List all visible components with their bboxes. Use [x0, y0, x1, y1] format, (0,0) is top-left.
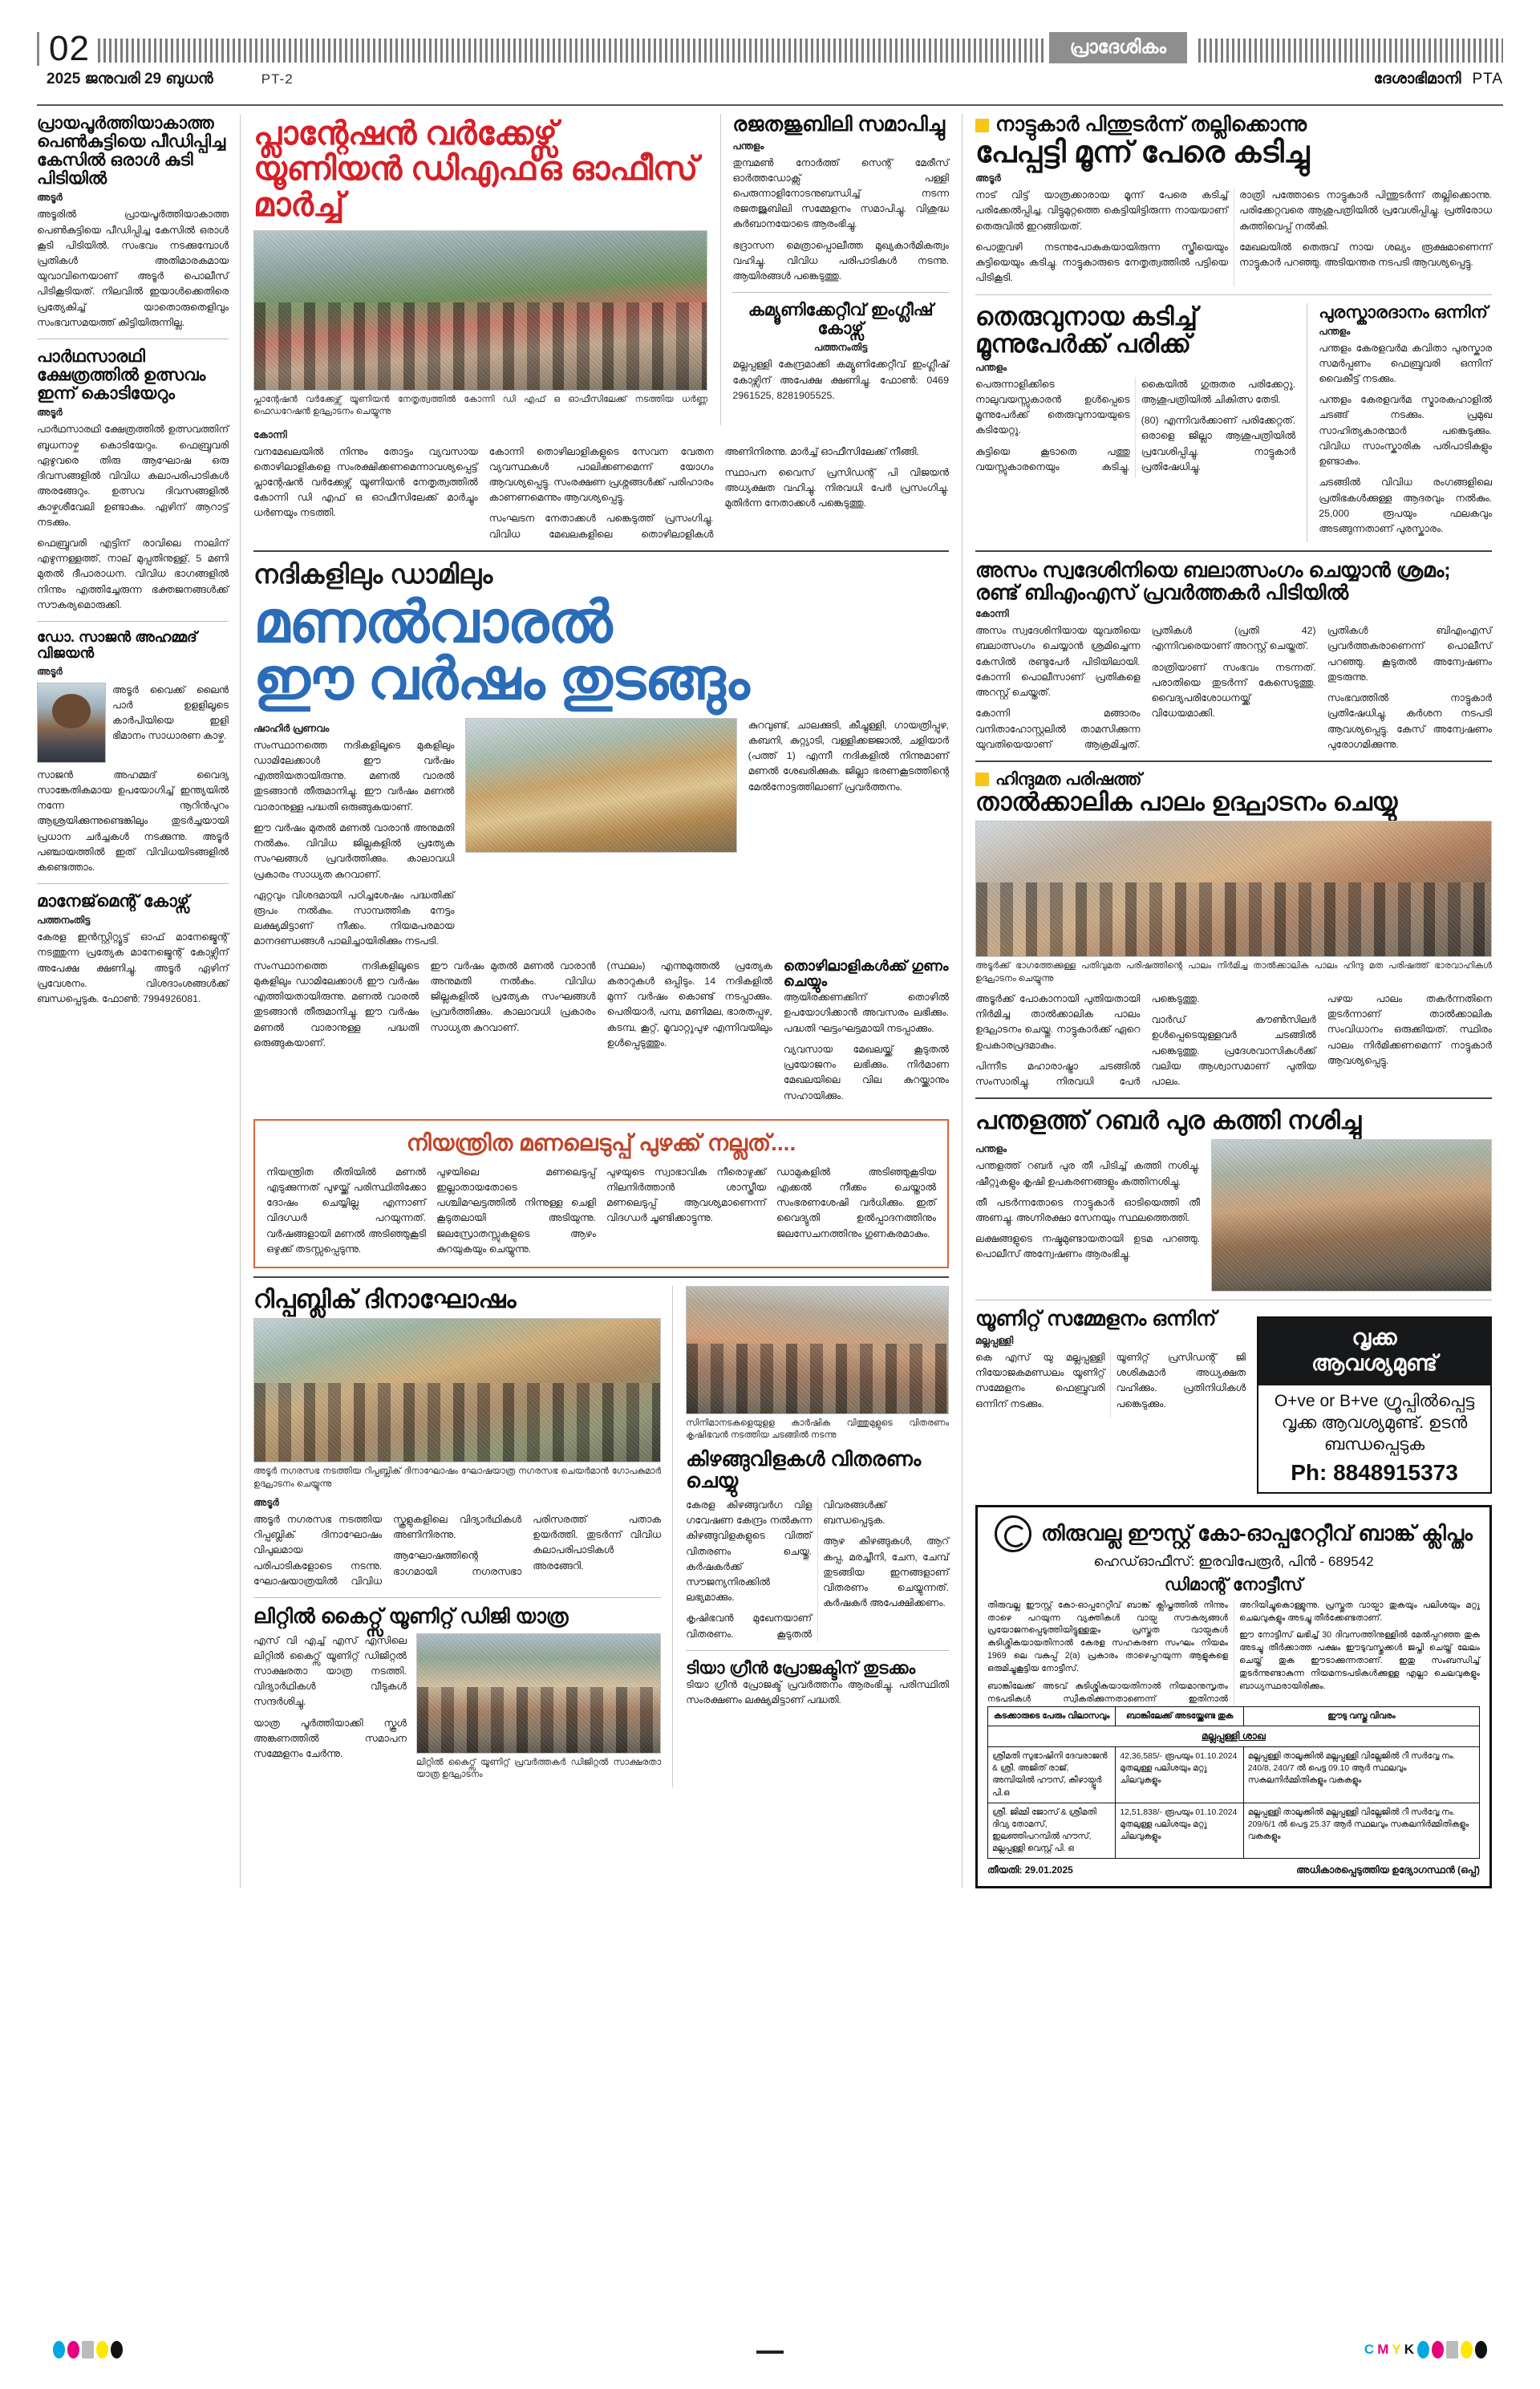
- cmyk-letter-c: C: [1364, 2342, 1375, 2357]
- paragraph: വ്യവസായ മേഖലയ്ക്ക് കൂടുതൽ പ്രയോജനം ലഭിക്കും. നിർമാണ മേഖലയിലെ വില കുറയ്ക്കാനും സഹായിക്കും.: [783, 1043, 949, 1101]
- kicker-text: നാട്ടുകാർ പിന്തുടർന്ന് തല്ലിക്കൊന്നു: [995, 113, 1307, 136]
- boxed-title: നിയന്ത്രിത മണലെടുപ്പ് പുഴക്ക് നല്ലത്....: [406, 1130, 796, 1155]
- divider: [253, 550, 949, 552]
- tuber-photo: [686, 1286, 949, 1414]
- article-author-column: [37, 630, 229, 875]
- table-row: [988, 1747, 1480, 1803]
- yellow-dot-icon: [96, 2341, 108, 2359]
- page-footer: [0, 2341, 1540, 2368]
- article-temple-festival: [37, 347, 229, 613]
- dateline: പത്തനംതിട്ട: [814, 342, 868, 354]
- paragraph: കൃഷിഭവൻ മുഖേനയാണ് വിതരണം. കൂടുതൽ വിവരങ്ങൾക്ക് ബന്ധപ്പെടുക.: [686, 1499, 887, 1640]
- debtor-security: മല്ലപ്പള്ളി താലൂക്കിൽ മല്ലപ്പള്ളി വില്ലേജിൽ റീ സർവ്വേ നം. 240/8, 240/7 ൽ പെട്ട 09.10 ആർ സ്ഥലവും സകലനിർമ്മിതികളും വകകളും: [1243, 1747, 1479, 1803]
- feature-headline-2: ഈ വർഷം തുടങ്ങും: [253, 647, 749, 712]
- paragraph: കോന്നി തൊഴിലാളികളുടെ സേവന വേതന വ്യവസ്ഥകൾ പാലിക്കണമെന്ന് യോഗം ആവശ്യപ്പെട്ടു. സംരക്ഷണ പ്രശ്നങ്ങൾക്ക് പരിഹാരം കാണണമെന്നും ആവശ്യപ്പെട്ടു.: [488, 445, 714, 504]
- paragraph: അസം സ്വദേശിനിയായ യുവതിയെ ബലാത്സംഗം ചെയ്യാൻ ശ്രമിച്ചെന്ന കേസിൽ രണ്ടുപേർ പിടിയിലായി. കോന്നി പൊലീസാണ് പ്രതികളെ അറസ്റ്റ് ചെയ്തത്.: [975, 625, 1141, 699]
- magenta-dot-icon: [67, 2341, 79, 2359]
- dateline: കോന്നി: [253, 428, 287, 440]
- yellow-square-icon: [975, 119, 989, 132]
- paragraph: (80) എന്നിവർക്കാണ് പരിക്കേറ്റത്. ഒരാളെ ജില്ലാ ആശുപത്രിയിൽ പ്രവേശിപ്പിച്ചു. നാട്ടുകാർ പ്രതിഷേധിച്ചു.: [1141, 415, 1296, 473]
- paragraph: അടൂരിൽ പ്രായപൂർത്തിയാകാത്ത പെൺകുട്ടിയെ പീഡിപ്പിച്ച കേസിൽ ഒരാൾ കൂടി പിടിയിൽ. സംഭവം നടക്കുമ്പോൾ പ്രതികൾ അതിമാരകമായ യുവാവിനെയാണ് അടൂർ പൊലീസ് പിടികൂടിയത്. നിലവിൽ ഇയാൾക്കെതിരെ പ്രത്യേകിച്ച് യാതൊരുതെളിവും സംഭവസമയത്ത് കിട്ടിയിരുന്നില്ല.: [37, 209, 229, 328]
- paragraph: ഈ നോട്ടീസ് ലഭിച്ച് 30 ദിവസത്തിനുള്ളിൽ മേൽപ്പറഞ്ഞ തുക അടച്ചു തീർക്കാത്ത പക്ഷം ഈടുവസ്തുക്കൾ ജപ്തി ചെയ്ത് ലേലം ചെയ്ത് തുക ഈടാക്കുന്നതാണ്. ഇതു സംബന്ധിച്ച് തുടർന്നുണ്ടാകുന്ന നിയമനടപടികൾക്കുള്ള എല്ലാ ചെലവുകളും ബാധ്യസ്ഥരായിരിക്കും.: [1239, 1630, 1480, 1692]
- paragraph: പ്രതികൾ ബിഎംഎസ് പ്രവർത്തകരാണെന്ന് പൊലീസ് പറഞ്ഞു. കൂടുതൽ അന്വേഷണം തുടരുന്നു.: [1327, 625, 1492, 683]
- dateline: അടൂർ: [975, 172, 1001, 185]
- paragraph: ബാങ്കിലേക്ക് അടവ് കുടിശ്ശികയായതിനാൽ നിയമാനുസൃതം നടപടികൾ സ്വീകരിക്കുന്നതാണെന്ന് ഇതിനാൽ അറിയിച്ചുകൊള്ളുന്നു. പ്രസ്തുത വായ്പാ തുകയും പലിശയും മറ്റു ചെലവുകളും അടച്ചു തീർക്കേണ്ടതാണ്.: [987, 1600, 1480, 1704]
- ad-body: O+ve or B+ve ഗ്രൂപ്പിൽപ്പെട്ട വൃക്ക ആവശ്യമുണ്ട്. ഉടൻ ബന്ധപ്പെടുക: [1274, 1392, 1475, 1454]
- masthead-barcode-rule-right: [1198, 39, 1503, 63]
- paragraph: യൂണിറ്റ് പ്രസിഡന്റ് ജി ശശികുമാർ അധ്യക്ഷത വഹിക്കും. പ്രതിനിധികൾ പങ്കെടുക്കും.: [1116, 1351, 1246, 1409]
- divider: [253, 1597, 661, 1598]
- cyan-dot-icon: [1417, 2341, 1429, 2359]
- paragraph: കോന്നി മങ്ങാരം വനിതാഹോസ്റ്റലിൽ താമസിക്കുന്ന യുവതിയെയാണ് ആക്രമിച്ചത്. പ്രതികൾ (പ്രതി 42) എന്നിവരെയാണ് അറസ്റ്റ് ചെയ്തത്.: [975, 625, 1316, 750]
- yellow-square-icon: [975, 773, 989, 786]
- dateline: അടൂർ: [37, 192, 63, 204]
- paragraph: ഈ വർഷം മുതൽ മണൽ വാരാൻ അനുമതി നൽകും. വിവിധ ജില്ലകളിൽ പ്രത്യേക സംഘങ്ങൾ പ്രവർത്തിക്കും. കാലാവധി പ്രകാരം സാധ്യത കുറവാണ്.: [430, 959, 596, 1033]
- republic-day-photo: [253, 1318, 661, 1462]
- photo-caption: ലിറ്റിൽ കൈറ്റ്സ് യൂണിറ്റ് പ്രവർത്തകർ ഡിജിറ്റൽ സാക്ഷരതാ യാത്ര ഉദ്ഘാടനം: [415, 1757, 662, 1779]
- divider: [686, 1650, 949, 1651]
- headline: രജതജുബിലി സമാപിച്ചു: [732, 113, 946, 136]
- kicker: [975, 114, 1492, 136]
- article-rabid-dog: [975, 114, 1492, 286]
- headline: ടിയാ ഗ്രീൻ പ്രോജക്ടിന് തുടക്കം: [686, 1658, 916, 1677]
- author-name: ഡോ. സാജൻ അഹമ്മദ് വിജയൻ: [37, 629, 197, 661]
- divider: [253, 1276, 949, 1278]
- table-row: [988, 1803, 1480, 1858]
- bank-address: ഹെഡ്ഓഫീസ്: ഇരവിപേരൂർ, പിൻ - 689542: [1093, 1553, 1374, 1569]
- black-dot-icon: [111, 2341, 123, 2359]
- dateline: മല്ലപ്പള്ളി: [975, 1334, 1014, 1346]
- paragraph: കുറവുണ്ട്, ചാലക്കുടി, കീച്ചുള്ളി, ഗായത്രിപ്പുഴ, കബനി, കുറ്റ്യാടി, വള്ളിക്കജ്ജാൽ, ചളിയാർ (പത്ത് 1) എന്നീ നദികളിൽ നിന്നുമാണ് മണൽ ശേഖരിക്കുക. ജില്ലാ ഭരണകൂടത്തിന്റെ മേൽനോട്ടത്തിലാണ് പ്രവർത്തനം.: [748, 719, 950, 793]
- paragraph: യാത്ര പൂർത്തിയാക്കി സ്കൂൾ അങ്കണത്തിൽ സമാപന സമ്മേളനം ചേർന്നു.: [253, 1717, 407, 1760]
- masthead-barcode-rule-left: [98, 39, 1044, 63]
- headline: മാനേജ്‌മെന്റ് കോഴ്സ്: [37, 892, 190, 911]
- advertisement-kidney[interactable]: [1257, 1308, 1492, 1493]
- branch-row: [988, 1726, 1480, 1746]
- fire-photo: [1211, 1139, 1492, 1292]
- article-assam-case: [975, 560, 1492, 752]
- headline: കമ്യൂണിക്കേറ്റീവ് ഇംഗ്ലീഷ് കോഴ്സ്: [748, 301, 934, 339]
- paragraph: ഡാമുകളിൽ അടിഞ്ഞുകൂടിയ എക്കൽ നീക്കം ചെയ്താൽ സംഭരണശേഷി വർധിക്കും. ഇത് വൈദ്യുതി ഉൽപ്പാദനത്തിനും ജലസേചനത്തിനും ഗുണകരമാകും.: [776, 1166, 936, 1239]
- black-dot-icon: [1475, 2341, 1487, 2359]
- article-unit-meeting: [975, 1308, 1246, 1493]
- paragraph: സംഘടന നേതാക്കൾ പങ്കെടുത്ത് പ്രസംഗിച്ചു. വിവിധ മേഖലകളിലെ തൊഴിലാളികൾ അണിനിരന്നു. മാർച്ച് ഓഫീസിലേക്ക് നീങ്ങി.: [488, 445, 919, 540]
- section-banner: പ്രാദേശികം: [1049, 32, 1187, 63]
- headline: കിഴങ്ങുവിളകൾ വിതരണം ചെയ്യു: [686, 1447, 922, 1493]
- table-header-row: [988, 1706, 1480, 1726]
- paragraph: ഈ വർഷം മുതൽ മണൽ വാരാൻ അനുമതി നൽകും. വിവിധ ജില്ലകളിൽ പ്രത്യേക സംഘങ്ങൾ പ്രവർത്തിക്കും. കാലാവധി പ്രകാരം സാധ്യത കുറവാണ്.: [253, 821, 455, 880]
- paragraph: ആഴ കിഴങ്ങുകൾ, ആറ് കപ്പ, മരച്ചീനി, ചേന, ചേമ്പ് തുടങ്ങിയ ഇനങ്ങളാണ് വിതരണം ചെയ്യുന്നത്. കർഷകർ അപേക്ഷിക്കണം.: [823, 1535, 949, 1609]
- paragraph: കേരള ഇൻസ്റ്റിറ്റ്യൂട്ട് ഓഫ് മാനേജ്മെന്റ് നടത്തുന്ന പ്രത്യേക മാനേജ്മെന്റ് കോഴ്സിന് അപേക്ഷ ക്ഷണിച്ചു. അടൂർ ഏഴിന് പ്രവേശനം. വിശദാംശങ്ങൾക്ക് ബന്ധപ്പെടുക. ഫോൺ: 7994926081.: [37, 931, 229, 1005]
- divider: [732, 292, 949, 293]
- body-columns: [975, 188, 1492, 286]
- body-columns: [975, 623, 1492, 752]
- headline: പാർഥസാരഥി ക്ഷേത്രത്തിൽ ഉത്സവം ഇന്ന് കൊടിയേറും: [37, 347, 206, 404]
- sub-headline: തൊഴിലാളികൾക്ക് ഗുണം ചെയ്യും: [783, 957, 949, 990]
- paragraph: സ്ഥാപന വൈസ് പ്രസിഡന്റ് പി വിജയൻ അധ്യക്ഷത വഹിച്ചു. നിരവധി പേർ പ്രസംഗിച്ചു. മുതിർന്ന നേതാക്കൾ പങ്കെടുത്തു.: [724, 466, 949, 509]
- paragraph: പന്തളത്ത് റബർ പുര തീ പിടിച്ച് കത്തി നശിച്ചു. ഷീറ്റുകളും കൃഷി ഉപകരണങ്ങളും കത്തിനശിച്ചു.: [975, 1160, 1200, 1187]
- col-header-name: കടക്കാരുടെ പേരും വിലാസവും: [988, 1706, 1116, 1726]
- paragraph: പൊതുവഴി നടന്നുപോകുകയായിരുന്ന സ്ത്രീയെയും കുട്ടിയെയും കടിച്ചു. നാട്ടുകാരുടെ നേതൃത്വത്തിൽ പട്ടിയെ പിടികൂടി.: [975, 241, 1228, 284]
- notice-date: തീയതി: 29.01.2025: [987, 1864, 1073, 1876]
- notice-title: ഡിമാന്റ് നോട്ടീസ്: [1164, 1575, 1303, 1594]
- notice-signatory: അധികാരപ്പെടുത്തിയ ഉദ്യോഗസ്ഥൻ (ഒപ്പ്): [1296, 1864, 1480, 1876]
- ad-phone[interactable]: Ph: 8848915373: [1291, 1459, 1458, 1485]
- paragraph: മല്ലപ്പള്ളി കേന്ദ്രമാക്കി കമ്യൂണിക്കേറ്റീവ് ഇംഗ്ലീഷ് കോഴ്സിന് അപേക്ഷ ക്ഷണിച്ചു. ഫോൺ: 0469 2961525, 8281905525.: [732, 359, 949, 401]
- bottom-left: [253, 1286, 673, 1787]
- headline: പ്ലാന്റേഷൻ വർക്കേഴ്സ് യൂണിയൻ ഡിഎഫ്ഒ ഓഫീസ് മാർച്ച്: [253, 115, 698, 223]
- branch-label: മല്ലപ്പള്ളി ശാഖ: [988, 1726, 1480, 1746]
- brand-suffix: PTA: [1472, 71, 1503, 87]
- paragraph: ഭദ്രാസന മെത്രാപ്പൊലീത്ത മുഖ്യകാർമികത്വം വഹിച്ചു. വിവിധ പരിപാടികൾ നടന്നു. ആയിരങ്ങൾ പങ്കെടുത്തു.: [732, 239, 949, 282]
- paragraph: പിന്നീട മഹാരാഷ്ട്രാ ചടങ്ങിൽ സംസാരിച്ചു. നിരവധി പേർ പങ്കെടുത്തു.: [975, 992, 1200, 1088]
- ad-heading-line1: വൃക്ക: [1352, 1325, 1397, 1350]
- dateline: പന്തളം: [732, 140, 764, 152]
- boxed-body: [266, 1165, 936, 1257]
- center-dash-mark: [756, 2350, 784, 2354]
- bank-demand-notice: [975, 1505, 1492, 1888]
- cyan-dot-icon: [53, 2341, 65, 2359]
- headline: പ്രായപൂർത്തിയാകാത്ത പെൺകുട്ടിയെ പീഡിപ്പിച്ച കേസിൽ ഒരാൾ കുടി പിടിയിൽ: [37, 114, 226, 189]
- author-photo-row: [37, 683, 229, 763]
- paragraph: സാജൻ അഹമ്മദ് വൈദ്യ സാങ്കേതികമായ ഉപയോഗിച്ച് ഇന്ത്യയിൽ നന്നേ നൂറിൻപുറം ആശ്രയിക്കുന്നുണ്ടെങ്കിലും തുടർച്ചയായി പ്രധാന ചർച്ചകൾ നടക്കുന്നു. അടൂർ പഞ്ചായത്തിൽ ഇത് വിവിധയിടങ്ങളിൽ കണ്ടെത്താം.: [37, 769, 229, 873]
- masthead-divider: [37, 104, 1503, 106]
- lead-photo: [253, 230, 707, 391]
- masthead: [37, 21, 1503, 98]
- feature-subkicker: ഷാഹിർ പ്രണവം: [253, 722, 330, 734]
- paragraph: തിരുവല്ല ഈസ്റ്റ് കോ-ഓപ്പറേറ്റീവ് ബാങ്ക് ക്ലിപ്തത്തിൽ നിന്നും താഴെ പറയുന്ന വ്യക്തികൾ വായ്പ സൗകര്യങ്ങൾ പ്രയോജനപ്പെടുത്തിയിട്ടുള്ളതും പ്രസ്തുത വായ്പകൾ കുടിശ്ശികയായതിനാൽ കേരള സഹകരണ സംഘം നിയമം 1969 ലെ വകുപ്പ് 2(a) പ്രകാരം താഴെപ്പറയുന്ന ആളുകളെ ഒരുമിച്ചുകൂട്ടിയ നോട്ടീസ്.: [987, 1600, 1228, 1674]
- photo-caption: പ്ലാന്റേഷൻ വർക്കേഴ്സ് യൂണിയൻ നേതൃത്വത്തിൽ കോന്നി ഡി എഫ് ഒ ഓഫീസിലേക്ക് നടത്തിയ ധർണ്ണ ഫെഡറേഷൻ ഉദ്ഘാടനം ചെയ്യുന്നു: [253, 394, 708, 417]
- paragraph: കെ എസ് യു മല്ലപ്പള്ളി നിയോജകമണ്ഡലം യൂണിറ്റ് സമ്മേളനം ഫെബ്രുവരി ഒന്നിന് നടക്കും.: [975, 1351, 1105, 1409]
- dateline: പന്തളം: [1319, 325, 1351, 337]
- ad-heading-line2: ആവശ്യമുണ്ട്: [1311, 1351, 1438, 1376]
- dateline: അടൂർ: [37, 407, 63, 419]
- paragraph: പുഴയുടെ സ്വാഭാവിക നീരൊഴുക്ക് നിലനിർത്താൻ ശാസ്ത്രീയ മണലെടുപ്പ് ആവശ്യമാണെന്ന് വിദഗ്ധർ ചൂണ്ടിക്കാട്ടുന്നു.: [606, 1166, 766, 1224]
- debtor-name: ശ്രീ. ജിമ്മി ജോസ് & ശ്രീമതി ദിവ്യ തോമസ്, ഇലഞ്ഞിപറമ്പിൽ ഹൗസ്, മല്ലപ്പള്ളി വെസ്റ്റ് പി. ഒ: [988, 1803, 1116, 1858]
- paragraph: അടൂർക്ക് പോകാനായി പുതിയതായി നിർമിച്ച താൽക്കാലിക പാലം ഉദ്ഘാടനം ചെയ്തു. നാട്ടുകാർക്ക് ഏറെ ഉപകാരപ്രദമാകും.: [975, 992, 1141, 1051]
- divider: [37, 883, 229, 884]
- headline: ലിറ്റിൽ കൈറ്റ്സ് യൂണിറ്റ് ഡിജി യാത്ര: [253, 1605, 569, 1628]
- headline: പുരസ്കാരദാനം ഒന്നിന്: [1319, 302, 1488, 322]
- paragraph: സംസ്ഥാനത്തെ നദികളിലൂടെ മുകളിലും ഡാമിലേക്കാൾ ഈ വർഷം എത്തിയതായിരുന്നു. മണൽ വാരൽ തുടങ്ങാൻ തീരുമാനിച്ചു. ഈ വർഷം മണൽ വാരാനുള്ള പദ്ധതി ഒരുങ്ങുകയാണ്.: [253, 959, 419, 1048]
- color-registration-marks-left: [53, 2341, 123, 2359]
- author-portrait: [37, 683, 106, 763]
- bottom-right: [686, 1286, 949, 1787]
- body-columns: [975, 992, 1492, 1089]
- dateline: പന്തളം: [975, 1143, 1007, 1155]
- dateline: പത്തനംതിട്ട: [37, 915, 91, 927]
- bank-name: തിരുവല്ല ഈസ്റ്റ് കോ-ഓപ്പറേറ്റീവ് ബാങ്ക് ക്ലിപ്തം: [1041, 1520, 1473, 1545]
- notice-paragraphs: [987, 1600, 1480, 1706]
- paragraph: വനമേഖലയിൽ നിന്നും തോട്ടം വ്യവസായ തൊഴിലാളികളെ സംരക്ഷിക്കണമെന്നാവശ്യപ്പെട്ട് പ്ലാന്റേഷൻ വർക്കേഴ്സ് യൂണിയൻ നേതൃത്വത്തിൽ കോന്നി ഡി എഫ് ഒ ഓഫീസിലേക്ക് മാർച്ചും ധർണയും നടത്തി.: [253, 445, 478, 519]
- article-temporary-bridge: [975, 770, 1492, 1089]
- color-registration-marks-right: [1364, 2341, 1487, 2359]
- divider: [975, 1097, 1492, 1099]
- body-columns: [975, 1350, 1246, 1418]
- paragraph: പാർഥസാരഥി ക്ഷേത്രത്തിൽ ഉത്സവത്തിന് ബുധനാഴ്ച കൊടിയേറും. ഫെബ്രുവരി ഏഴുവരെ തിരു ആഘോഷ ഒരു ദിവസങ്ങളിൽ വിവിധ കലാപരിപാടികൾ അരങ്ങേറും. ഉത്സവ ദിവസങ്ങളിൽ കാഴ്ചശീവേലി ഉണ്ടാകും. ഏഴിന് ആറാട്ട് നടക്കും.: [37, 424, 229, 528]
- debtor-amount: 12,51,838/- രൂപയും 01.10.2024 മുതലുള്ള പലിശയും മറ്റു ചിലവുകളും: [1116, 1803, 1243, 1858]
- headline: പന്തളത്ത് റബർ പുര കത്തി നശിച്ചു: [975, 1106, 1362, 1135]
- paragraph: പഴയ പാലം തകർന്നതിനെ തുടർന്നാണ് താൽക്കാലിക സംവിധാനം ഒരുക്കിയത്. സ്ഥിരം പാലം നിർമിക്കണമെന്ന് നാട്ടുകാർ ആവശ്യപ്പെട്ടു.: [1327, 992, 1492, 1066]
- bank-logo-icon: [995, 1515, 1031, 1552]
- kites-split: [253, 1633, 661, 1788]
- headline: പേപ്പട്ടി മൂന്ന് പേരെ കടിച്ചു: [975, 135, 1310, 168]
- gray-block-icon: [1446, 2341, 1458, 2359]
- sidebar-silver-jubilee: [720, 114, 949, 425]
- col-header-amount: ബാങ്കിലേക്ക് അടയ്ക്കേണ്ട തുക: [1116, 1706, 1243, 1726]
- paragraph: അടൂർ വൈക്ക് ലൈൻ പാർ ഉളളിലൂടെ കാർപിയിയെ ഇളി ഭിമാനം സാധാരണ കാഴ്ച.: [112, 683, 229, 742]
- headline: യൂണിറ്റ് സമ്മേളനം ഒന്നിന്: [975, 1308, 1217, 1331]
- paragraph: സംഭവത്തിൽ നാട്ടുകാർ പ്രതിഷേധിച്ചു. കർശന നടപടി ആവശ്യപ്പെട്ടു. കേസ് അന്വേഷണം പുരോഗമിക്കുന്നു.: [1327, 692, 1492, 750]
- paragraph: രാത്രി പത്തോടെ നാട്ടുകാർ പിന്തുടർന്ന് തല്ലിക്കൊന്നു. പരിക്കേറ്റവരെ ആശുപത്രിയിൽ പ്രവേശിപ്പിച്ചു. പ്രതിരോധ കുത്തിവെപ്പ് നൽകി.: [1239, 189, 1492, 232]
- bridge-photo: [975, 821, 1492, 957]
- divider: [975, 294, 1492, 295]
- photo-caption: സിനിമാനടകളെയുളള കാർഷിക വിത്തുമുളുടെ വിതരണം കൃഷിഭവൻ നടത്തിയ ചടങ്ങിൽ നടന്നു: [686, 1418, 949, 1441]
- paragraph: കുട്ടിയെ കൂടാതെ പത്തു വയസ്സുകാരനെയും കടിച്ചു. കൈയിൽ ഗുരുതര പരിക്കേറ്റു. ആശുപത്രിയിൽ ചികിത്സ തേടി.: [975, 378, 1296, 473]
- paragraph: പെരുന്നാളിക്കിടെ നാലുവയസ്സുകാരൻ ഉൾപ്പെടെ മൂന്നുപേർക്ക് തെരുവുനായയുടെ കടിയേറ്റു.: [975, 378, 1130, 436]
- dateline: കോന്നി: [975, 608, 1009, 620]
- brand-name: [1374, 71, 1503, 88]
- body-columns: [686, 1498, 949, 1642]
- paragraph: വാർഡ് കൗൺസിലർ ഉൾപ്പെടെയുള്ളവർ ചടങ്ങിൽ പങ്കെടുത്തു. പ്രദേശവാസികൾക്ക് വലിയ ആശ്വാസമാണ് പുതിയ പാലം.: [1151, 1014, 1316, 1088]
- kites-photo: [416, 1633, 661, 1754]
- feature-kicker: നദികളിലും ഡാമിലും: [253, 558, 493, 589]
- paragraph: പന്തളം കേരളവർമ കവിതാ പുരസ്കാര സമർപ്പണം ഫെബ്രുവരി ഒന്നിന് വൈകീട്ട് നടക്കും.: [1319, 342, 1492, 385]
- paragraph: രാത്രിയാണ് സംഭവം നടന്നത്. പരാതിയെ തുടർന്ന് കേസെടുത്തു. വൈദ്യപരിശോധനയ്ക്ക് വിധേയമാക്കി.: [1151, 661, 1316, 720]
- headline: അസം സ്വദേശിനിയെ ബലാത്സംഗം ചെയ്യാൻ ശ്രമം; രണ്ട് ബിഎംഎസ് പ്രവർത്തകർ പിടിയിൽ: [975, 559, 1451, 604]
- bank-header: [987, 1515, 1480, 1552]
- paragraph: ആഘോഷത്തിന്റെ ഭാഗമായി നഗരസഭാ പരിസരത്ത് പതാക ഉയർത്തി. തുടർന്ന് വിവിധ കലാപരിപാടികൾ അരങ്ങേറി.: [393, 1513, 662, 1577]
- paragraph: ലക്ഷങ്ങളുടെ നഷ്ടമുണ്ടായതായി ഉടമ പറഞ്ഞു. പൊലീസ് അന്വേഷണം ആരംഭിച്ചു.: [975, 1233, 1200, 1260]
- brand-label: ദേശാഭിമാനി: [1373, 71, 1461, 87]
- magenta-dot-icon: [1432, 2341, 1444, 2359]
- column-left: [37, 114, 241, 1888]
- feature-split: [253, 718, 949, 955]
- masthead-top-row: [37, 21, 1503, 69]
- headline: റിപ്പബ്ലിക് ദിനാഘോഷം: [253, 1285, 517, 1314]
- paragraph: നിയന്ത്രിത രീതിയിൽ മണൽ എടുക്കുന്നത് പുഴയ്ക്ക് പരിസ്ഥിതിക്കോ ദോഷം ചെയ്യില്ല എന്നാണ് വിദഗ്ധർ പറയുന്നത്. വർഷങ്ങളായി മണൽ അടിഞ്ഞുകൂടി ഒഴുക്ക് തടസ്സപ്പെടുന്നു.: [266, 1166, 426, 1255]
- paragraph: (സ്ഥലം) എന്നുമുത്തൽ പ്രത്യേക കരാറുകൾ ഒപ്പിടും. 14 നദികളിൽ മുന്ന് വർഷം കൊണ്ട് നടപ്പാക്കും. പെരിയാർ, പമ്പ, മണിമല, ഭാരതപ്പുഴ, കടമ്പ, കൂറ്റ്, മൂവാറ്റുപുഴ എന്നിവയിലും ഉൾപ്പെടുത്തും.: [606, 959, 772, 1048]
- street-dog-award-split: [975, 303, 1492, 543]
- cmyk-letter-y: Y: [1392, 2342, 1401, 2357]
- paragraph: അടൂർ നഗരസഭ നടത്തിയ റിപ്പബ്ലിക് ദിനാഘോഷം വിപുലമായ പരിപാടികളോടെ നടന്നു. ഘോഷയാത്രയിൽ വിവിധ സ്കൂളുകളിലെ വിദ്യാർഥികൾ അണിനിരന്നു.: [253, 1513, 522, 1587]
- cmyk-letter-m: M: [1377, 2342, 1389, 2357]
- paragraph: ടിയാ ഗ്രീൻ പ്രോജക്ട് പ്രവർത്തനം ആരംഭിച്ചു. പരിസ്ഥിതി സംരക്ഷണം ലക്ഷ്യമിട്ടാണ് പദ്ധതി.: [686, 1678, 949, 1706]
- paragraph: ആയിരക്കണക്കിന് തൊഴിൽ ഉപയോഗിക്കാൻ അവസരം ലഭിക്കും. പദ്ധതി ഘട്ടംഘട്ടമായി നടപ്പാക്കും.: [783, 992, 949, 1034]
- lead-top-split: [253, 114, 949, 425]
- paragraph: പുഴയിലെ മണലെടുപ്പ് ഇല്ലാതായതോടെ പശ്ചിമഘട്ടത്തിൽ നിന്നുള്ള ചെളി കൂടുതലായി അടിയുന്നു. ജലസ്രോതസ്സുകളുടെ ആഴം കുറയുകയും ചെയ്യുന്നു.: [436, 1166, 596, 1255]
- headline: തെരുവുനായ കടിച്ച് മൂന്നുപേർക്ക് പരിക്ക്: [975, 302, 1198, 358]
- paragraph: എസ് വി എച്ച് എസ് എസിലെ ലിറ്റിൽ കൈറ്റ്സ് യൂണിറ്റ് ഡിജിറ്റൽ സാക്ഷരതാ യാത്ര നടത്തി. വിദ്യാർഥികൾ വീടുകൾ സന്ദർശിച്ചു.: [253, 1634, 407, 1708]
- fire-split: [975, 1139, 1492, 1292]
- publication-date: 2025 ജനുവരി 29 ബുധൻ: [47, 71, 213, 87]
- divider: [37, 621, 229, 622]
- paragraph: നാട് വിട്ട് യാത്രക്കാരായ മൂന്ന് പേരെ കടിച്ച് പരിക്കേൽപ്പിച്ച. വിട്ടുമുറ്റത്തെ കെട്ടിയിട്ടിരുന്ന നായയാണ് തെരുവിൽ ഇറങ്ങിയത്.: [975, 189, 1228, 232]
- boxed-feature: [253, 1119, 949, 1268]
- feature-photo: [465, 718, 736, 853]
- paragraph: തീ പടർന്നതോടെ നാട്ടുകാർ ഓടിയെത്തി തീ അണച്ചു. അഗ്നിരക്ഷാ സേനയും സ്ഥലത്തെത്തി.: [975, 1196, 1200, 1223]
- notice-footer: [987, 1864, 1480, 1876]
- divider: [975, 761, 1492, 762]
- headline: താൽക്കാലിക പാലം ഉദ്ഘാടനം ചെയ്യു: [975, 788, 1398, 817]
- feature-headline-1: മണൽവാരൽ: [253, 590, 612, 655]
- paragraph: ചടങ്ങിൽ വിവിധ രംഗങ്ങളിലെ പ്രതിഭകൾക്കുള്ള ആദരവും നൽകും. 25,000 രൂപയും ഫലകവും അടങ്ങുന്നതാണ് പുരസ്കാരം.: [1319, 477, 1492, 534]
- lead-body-columns: [253, 444, 949, 542]
- ad-heading: [1258, 1318, 1490, 1385]
- article-plantation-march: [253, 114, 949, 542]
- column-middle: [241, 114, 962, 1888]
- edition-code: PT-2: [261, 71, 294, 87]
- article-street-dog: [975, 303, 1307, 543]
- photo-caption: അടൂർ നഗരസഭ നടത്തിയ റിപ്പബ്ലിക് ദിനാഘോഷം ഘോഷയാത്ര നഗരസഭ ചെയർമാൻ ഗോപകുമാർ ഉദ്ഘാടനം ചെയ്യുന്നു: [253, 1466, 662, 1489]
- newspaper-page: [0, 21, 1540, 2389]
- masthead-bottom-row: [37, 71, 1503, 88]
- debtor-name: ശ്രീമതി സുഭാഷിനി ദേവരാജൻ & ശ്രീ. അജിത് രാജ്, അമ്പിയിൽ ഹൗസ്, കീഴായ്പ്പൂർ പി.ഒ: [988, 1747, 1116, 1803]
- photo-caption: അടൂർക്ക് ഭാഗത്തേക്കുള്ള പതിവുമത പരിഷത്തിന്റെ പാലം നിർമിച്ച താൽക്കാലിക പാലം ഹിന്ദു മത പരിഷത്ത് ഭാരവാഹികൾ ഉദ്ഘാടനം ചെയ്യുന്നു: [975, 961, 1492, 984]
- dateline: അടൂർ: [37, 665, 63, 677]
- kicker-text: ഹിന്ദുമത പരിഷത്ത്: [995, 769, 1142, 789]
- divider: [975, 550, 1492, 552]
- feature-lower-split: [253, 959, 949, 1109]
- page-content: [37, 114, 1503, 1888]
- cmyk-letter-k: K: [1404, 2342, 1414, 2357]
- article-adoor-poscho: [37, 114, 229, 331]
- page-number: 02: [37, 32, 90, 66]
- body-columns: [253, 1512, 661, 1589]
- paragraph: മേഖലയിൽ തെരുവ് നായ ശല്യം രൂക്ഷമാണെന്ന് നാട്ടുകാർ പറഞ്ഞു. അടിയന്തര നടപടി ആവശ്യപ്പെട്ടു.: [1239, 241, 1492, 269]
- yellow-dot-icon: [1461, 2341, 1473, 2359]
- col-header-security: ഈടു വസ്തു വിവരം: [1243, 1706, 1479, 1726]
- dateline: അടൂർ: [253, 1496, 279, 1508]
- gray-block-icon: [82, 2341, 94, 2359]
- body-columns: [975, 377, 1295, 478]
- column-right: [962, 114, 1492, 1888]
- kicker: [975, 770, 1492, 789]
- paragraph: തുമ്പമൺ നോർത്ത് സെന്റ് മേരീസ് ഓർത്തഡോക്സ് പള്ളി പെരുന്നാളിനോടനുബന്ധിച്ച് നടന്ന രജതജുബിലി സമ്മേളനം സമാപിച്ചു. വിശുദ്ധ കുർബാനയോടെ ആരംഭിച്ചു.: [732, 156, 949, 230]
- paragraph: ഏറ്റവും വിശദമായി പഠിച്ചശേഷം പദ്ധതിക്ക് രൂപം നൽകും. സാമ്പത്തിക നേട്ടം ലക്ഷ്യമിട്ടാണ് നീക്കം. നിയമപരമായ മാനദണ്ഡങ്ങൾ പാലിച്ചായിരിക്കും നടപടി.: [253, 889, 455, 947]
- debtor-security: മല്ലപ്പള്ളി താലൂക്കിൽ മല്ലപ്പള്ളി വില്ലേജിൽ റീ സർവ്വേ നം. 209/6/1 ൽ പെട്ട 25.37 ആർ സ്ഥലവും സകലനിർമ്മിതികളും വകകളും: [1243, 1803, 1479, 1858]
- unit-ad-split: [975, 1308, 1492, 1493]
- article-management-course: [37, 892, 229, 1007]
- dateline: പന്തളം: [975, 361, 1007, 373]
- article-rubber-fire: [975, 1107, 1492, 1292]
- paragraph: ഫെബ്രുവരി എട്ടിന് രാവിലെ നാലിന് എഴുന്നള്ളത്ത്, നാല് മുപ്പതിനുള്ള്, 5 മണി മുതൽ ദീപാരാധന. വിവിധ ഭാഗങ്ങളിൽ നിന്നും എത്തിച്ചേരുന്ന ഭക്തജനങ്ങൾക്ക് സൗകര്യമൊരുക്കി.: [37, 537, 229, 610]
- paragraph: സംസ്ഥാനത്തെ നദികളിലൂടെ മുകളിലും ഡാമിലേക്കാൾ ഈ വർഷം എത്തിയതായിരുന്നു. മണൽ വാരൽ തുടങ്ങാൻ തീരുമാനിച്ചു. ഈ വർഷം മണൽ വാരാനുള്ള പദ്ധതി ഒരുങ്ങുകയാണ്.: [253, 739, 455, 813]
- bottom-block: [253, 1286, 949, 1787]
- debtors-table: [987, 1706, 1480, 1859]
- article-award: [1319, 303, 1492, 543]
- article-sand-mining: [253, 560, 949, 1268]
- paragraph: കേരള കിഴങ്ങുവർഗ വിള ഗവേഷണ കേന്ദ്രം നൽകുന്ന കിഴങ്ങുവിളകളുടെ വിത്ത് വിതരണം ചെയ്തു. കർഷകർക്ക് സൗജന്യനിരക്കിൽ ലഭ്യമാക്കും.: [686, 1499, 813, 1604]
- paragraph: പന്തളം കേരളവർമ സ്മാരകഹാളിൽ ചടങ്ങ് നടക്കും. പ്രമുഖ സാഹിത്യകാരന്മാർ പങ്കെടുക്കും. വിവിധ സാംസ്കാരിക പരിപാടികളും ഉണ്ടാകും.: [1319, 394, 1492, 468]
- debtor-amount: 42,36,585/- രൂപയും 01.10.2024 മുതലുള്ള പലിശയും മറ്റു ചിലവുകളും: [1116, 1747, 1243, 1803]
